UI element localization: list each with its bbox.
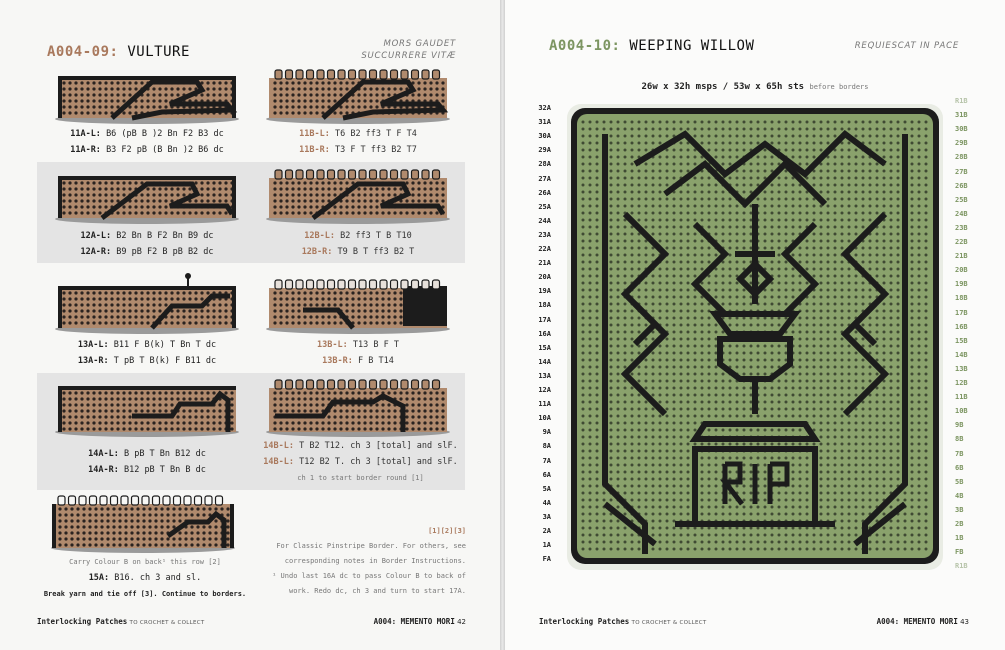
note-marks: [1][2][3]	[428, 527, 466, 535]
note-line-2: corresponding notes in Border Instructions.	[284, 557, 466, 565]
row-text: T6 B2 ff3 T F T4	[334, 129, 417, 139]
swatch-12a	[52, 170, 242, 225]
right-footer-page	[877, 617, 969, 626]
row-label-left: 8A	[542, 442, 551, 451]
row-label-left: 1A	[542, 541, 551, 550]
row-label: 12B-R:	[301, 247, 333, 257]
row-text: B2 Bn B F2 Bn B9 dc	[116, 231, 214, 241]
row-label-left: 2A	[542, 527, 551, 535]
left-footer-page	[374, 617, 466, 626]
row-label-right: 6B	[955, 463, 964, 472]
row-text: T pB T B(k) F B11 dc	[113, 356, 217, 366]
row-label-right: 7B	[955, 449, 964, 458]
row-label: 14A-R:	[88, 465, 119, 475]
row-13b-instructions	[263, 337, 453, 369]
row-label: 13A-R:	[77, 356, 109, 366]
dims-text: 26w x 32h msps / 53w x 65h sts	[641, 82, 805, 92]
row-label-right: 11B	[955, 393, 968, 402]
row-label-left: 28A	[538, 160, 551, 169]
row-label-left: 24A	[538, 216, 551, 225]
row-label-left: 25A	[538, 202, 551, 211]
row-label-left: 31A	[538, 118, 551, 127]
row-text: T3 F T ff3 B2 T7	[334, 145, 417, 155]
row-label-right: R1B	[955, 97, 968, 105]
row-label: 11B-R:	[299, 145, 330, 155]
row-label: 12B-L:	[304, 231, 335, 241]
row-label-left: FA	[542, 555, 551, 564]
row-label-left: 10A	[538, 414, 551, 423]
right-pattern-code: A004-10:	[549, 38, 621, 54]
row-label-left: 9A	[542, 428, 551, 437]
left-pattern-code: A004-09:	[47, 44, 119, 60]
row-label-right: 16B	[955, 322, 968, 331]
left-credit	[361, 38, 456, 62]
dims-subtext: before borders	[809, 83, 869, 91]
row-label-left: 18A	[538, 301, 551, 310]
footer-book: A004: MEMENTO MORI	[373, 617, 455, 626]
row-label-left: 30A	[538, 132, 551, 141]
row-label-left: 15A	[538, 343, 551, 352]
row-label: 11A-L:	[70, 129, 101, 139]
break-note: Break yarn and tie off [3]. Continue to borders.	[43, 590, 247, 598]
row-text: T9 B T ff3 B2 T	[337, 247, 415, 257]
row-label-right: 19B	[955, 280, 968, 289]
row-label-left: 16A	[538, 329, 551, 338]
right-credit: REQUIESCAT IN PACE	[854, 41, 959, 51]
row-label: 13B-L:	[317, 340, 348, 350]
row-label-right: R1B	[955, 562, 968, 571]
row-text: T B2 T12. ch 3 [total] and slF.	[299, 441, 458, 451]
note-line-4: work. Redo dc, ch 3 and turn to start 17A.	[288, 587, 466, 595]
swatch-15a	[48, 492, 238, 554]
right-footer-title	[539, 617, 707, 626]
swatch-12b	[263, 166, 453, 225]
row-label-right: 26B	[955, 181, 968, 190]
row-label-left: 26A	[538, 188, 551, 197]
swatch-14b	[263, 376, 453, 438]
page-number: 43	[960, 618, 969, 626]
row-label-right: 30B	[955, 125, 968, 134]
left-footer-title	[37, 617, 205, 626]
right-pattern-name: WEEPING WILLOW	[629, 38, 755, 54]
swatch-11a	[52, 70, 242, 125]
footer-title: Interlocking Patches	[37, 617, 128, 626]
row-text: B2 ff3 T B T10	[340, 231, 412, 241]
row-label: 14B-L:	[263, 457, 294, 467]
willow-chart	[565, 104, 945, 572]
row-text: B9 pB F2 B pB B2 dc	[116, 247, 214, 257]
row-text: T13 B F T	[352, 340, 399, 350]
left-pattern-title	[47, 44, 190, 60]
row-label: 12A-R:	[80, 247, 112, 257]
swatch-13b	[263, 270, 453, 335]
row-label-left: 5A	[542, 484, 551, 493]
row-12a-instructions	[52, 228, 242, 260]
row-label-right: 4B	[955, 491, 964, 500]
row-label-right: 1B	[955, 534, 964, 543]
swatch-13a	[52, 270, 242, 335]
row-label-right: 22B	[955, 238, 968, 246]
row-label-right: 20B	[955, 266, 968, 275]
row-label-right: 18B	[955, 294, 968, 303]
row-label: 13B-R:	[322, 356, 353, 366]
row-label-right: 2B	[955, 520, 964, 528]
row-label-left: 17A	[538, 315, 551, 324]
row-label-left: 20A	[538, 273, 551, 282]
row-label-left: 14A	[538, 357, 551, 366]
notes-block	[272, 524, 466, 599]
row-label: 11B-L:	[299, 129, 330, 139]
row-label: 14B-L:	[263, 441, 294, 451]
row-label-left: 12A	[538, 386, 551, 394]
row-14b-instructions	[263, 438, 458, 486]
row-label-right: FB	[955, 548, 964, 557]
swatch-14a	[52, 380, 242, 438]
row-13a-instructions	[52, 337, 242, 369]
row-label-right: 5B	[955, 477, 964, 486]
right-page	[505, 0, 1005, 650]
row-label-left: 29A	[538, 146, 551, 155]
left-credit-line-1: MORS GAUDET	[383, 39, 456, 49]
row-label-left: 21A	[538, 259, 551, 268]
row-label: 11A-R:	[70, 145, 101, 155]
left-pattern-name: VULTURE	[127, 44, 190, 60]
row-text: B12 pB T Bn B dc	[123, 465, 206, 475]
row-text: T12 B2 T. ch 3 [total] and slF.	[299, 457, 458, 467]
row-label-right: 21B	[955, 252, 968, 261]
row-11a-instructions	[52, 126, 242, 158]
row-label-right: 29B	[955, 139, 968, 148]
carry-note: Carry Colour B on back¹ this row [2]	[69, 558, 221, 566]
note-line-3: ¹ Undo last 16A dc to pass Colour B to back of	[272, 572, 466, 580]
footer-title: Interlocking Patches	[539, 617, 630, 626]
footer-subtitle: TO CROCHET & COLLECT	[631, 620, 707, 626]
row-label-right: 28B	[955, 153, 968, 162]
row-15a-instructions	[40, 570, 250, 586]
row-label-left: 23A	[538, 230, 551, 239]
row-12b-instructions	[263, 228, 453, 260]
row-label: 15A:	[88, 573, 110, 583]
row-label-left: 13A	[538, 371, 551, 380]
row-text: B pB T Bn B12 dc	[123, 449, 206, 459]
row-label-right: 8B	[955, 435, 964, 444]
row-label-right: 10B	[955, 407, 968, 416]
row-label-right: 13B	[955, 364, 968, 373]
note-line-1: For Classic Pinstripe Border. For others, see	[276, 542, 466, 550]
row-label: 14A-L:	[88, 449, 119, 459]
row-text: B16. ch 3 and sl.	[114, 573, 202, 583]
row-label-left: 22A	[538, 245, 551, 253]
row-label-right: 9B	[955, 421, 964, 430]
row-label-left: 4A	[542, 498, 551, 507]
row-label-left: 32A	[538, 104, 551, 112]
row-text: F B T14	[358, 356, 394, 366]
footer-subtitle: TO CROCHET & COLLECT	[129, 620, 205, 626]
right-pattern-title	[549, 38, 754, 54]
row-label: 12A-L:	[80, 231, 112, 241]
page-number: 42	[457, 618, 466, 626]
row-label-left: 6A	[542, 470, 551, 479]
row-label-right: 14B	[955, 350, 968, 359]
row-label-right: 31B	[955, 111, 968, 120]
row-label-right: 24B	[955, 209, 968, 218]
left-page	[0, 0, 500, 650]
row-text: B11 F B(k) T Bn T dc	[113, 340, 217, 350]
row-label-left: 19A	[538, 287, 551, 296]
row-label-left: 7A	[542, 456, 551, 465]
row-11b-instructions	[263, 126, 453, 158]
row-label-left: 3A	[542, 512, 551, 521]
row-label-left: 27A	[538, 174, 551, 183]
border-start-note: ch 1 to start border round [1]	[297, 474, 424, 482]
row-label-right: 27B	[955, 167, 968, 176]
row-label-right: 15B	[955, 336, 968, 345]
row-label: 13A-L:	[77, 340, 109, 350]
chart-dimensions	[505, 82, 1005, 92]
row-label-right: 17B	[955, 308, 968, 317]
row-text: B3 F2 pB (B Bn )2 B6 dc	[106, 145, 224, 155]
swatch-11b	[263, 66, 453, 125]
row-label-right: 3B	[955, 505, 964, 514]
row-text: B6 (pB B )2 Bn F2 B3 dc	[106, 129, 224, 139]
row-label-right: 12B	[955, 379, 968, 387]
row-label-right: 25B	[955, 195, 968, 204]
row-label-left: 11A	[538, 400, 551, 409]
left-credit-line-2: SUCCURRERE VITÆ	[361, 51, 456, 61]
row-14a-instructions	[52, 446, 242, 478]
footer-book: A004: MEMENTO MORI	[876, 617, 958, 626]
row-label-right: 23B	[955, 223, 968, 232]
